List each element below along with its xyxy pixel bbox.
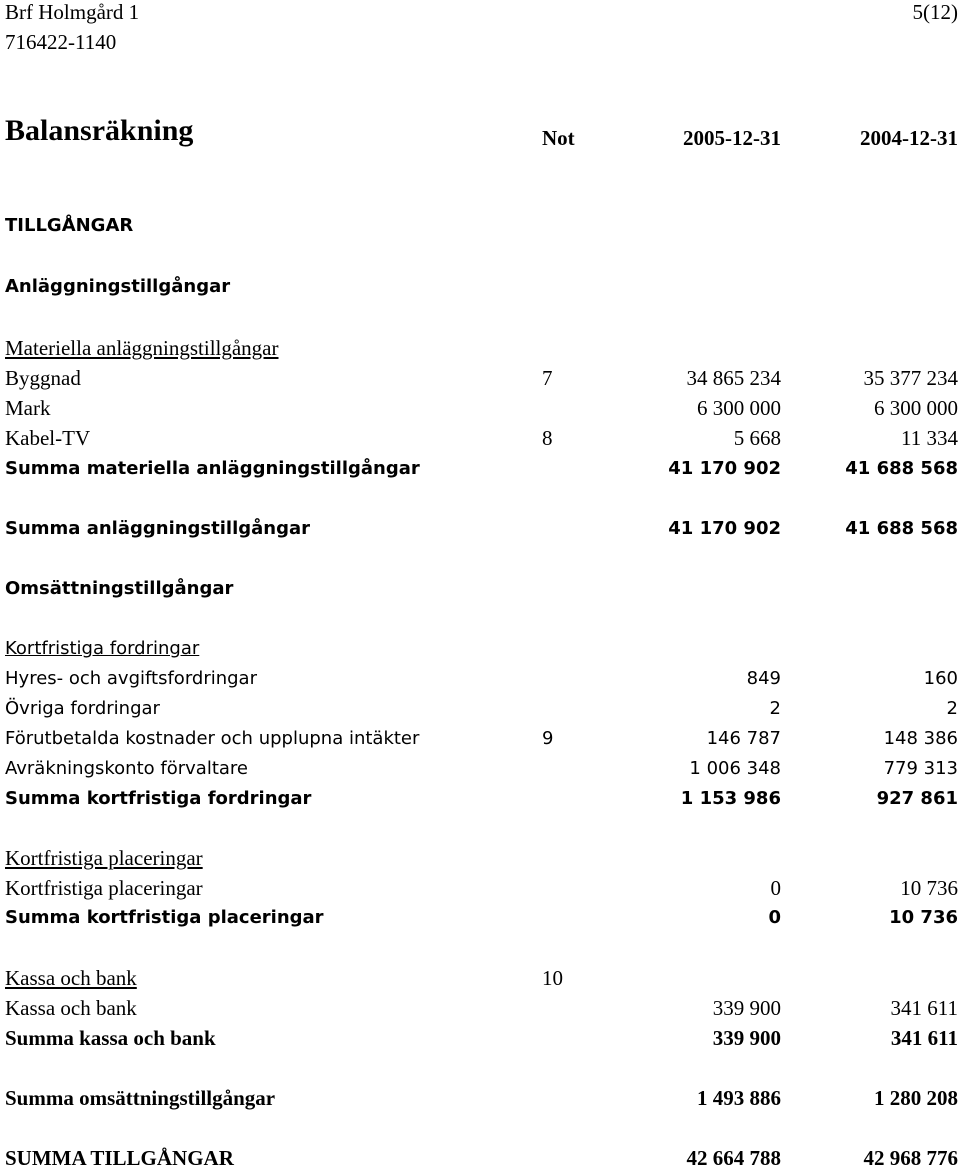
row-note: 9 xyxy=(542,728,554,749)
row-value-2005: 34 865 234 xyxy=(686,366,781,390)
row-value-2004: 10 736 xyxy=(900,876,958,900)
org-number: 716422-1140 xyxy=(5,30,117,54)
row-value-2005: 339 900 xyxy=(712,996,781,1020)
table-row xyxy=(0,424,960,452)
row-value-2004: 11 334 xyxy=(901,426,958,450)
row-value-2005: 1 153 986 xyxy=(680,788,781,809)
column-header-2004: 2004-12-31 xyxy=(860,126,958,150)
row-value-2005: 146 787 xyxy=(706,728,781,749)
row-value-2005: 1 493 886 xyxy=(697,1086,781,1110)
row-value-2004: 41 688 568 xyxy=(845,518,958,539)
table-row xyxy=(0,212,960,240)
row-value-2004: 779 313 xyxy=(883,758,958,779)
row-value-2004: 35 377 234 xyxy=(863,366,958,390)
row-label: Förutbetalda kostnader och upplupna intäkter xyxy=(5,728,420,749)
row-value-2005: 1 006 348 xyxy=(689,758,781,779)
table-row xyxy=(0,455,960,483)
row-label: Omsättningstillgångar xyxy=(5,578,234,599)
table-row xyxy=(0,844,960,872)
row-label: Mark xyxy=(5,396,51,420)
row-value-2005: 339 900 xyxy=(712,1026,781,1050)
row-label: Summa kortfristiga fordringar xyxy=(5,788,312,809)
row-value-2005: 6 300 000 xyxy=(697,396,781,420)
row-label: SUMMA TILLGÅNGAR xyxy=(5,1146,234,1170)
section-heading: Kortfristiga placeringar xyxy=(5,846,203,870)
row-value-2005: 5 668 xyxy=(733,426,781,450)
table-row xyxy=(0,1144,960,1172)
row-label: Hyres- och avgiftsfordringar xyxy=(5,668,257,689)
row-value-2004: 927 861 xyxy=(876,788,958,809)
row-value-2004: 41 688 568 xyxy=(845,458,958,479)
row-value-2005: 849 xyxy=(746,668,781,689)
column-header-not: Not xyxy=(542,126,575,150)
row-value-2005: 0 xyxy=(770,876,781,900)
section-heading: Kortfristiga fordringar xyxy=(5,638,200,659)
row-label: Summa kortfristiga placeringar xyxy=(5,907,324,928)
row-value-2004: 148 386 xyxy=(883,728,958,749)
row-label: Avräkningskonto förvaltare xyxy=(5,758,248,779)
section-heading: Materiella anläggningstillgångar xyxy=(5,336,279,360)
row-value-2004: 160 xyxy=(923,668,958,689)
row-label: Summa kassa och bank xyxy=(5,1026,216,1050)
table-row xyxy=(0,994,960,1022)
row-value-2004: 341 611 xyxy=(890,996,958,1020)
table-row xyxy=(0,964,960,992)
row-label: Summa anläggningstillgångar xyxy=(5,518,311,539)
row-label: Byggnad xyxy=(5,366,81,390)
table-row xyxy=(0,635,960,663)
row-label: Kortfristiga placeringar xyxy=(5,876,203,900)
row-label: Kabel-TV xyxy=(5,426,91,450)
row-value-2004: 341 611 xyxy=(890,1026,958,1050)
page-title: Balansräkning xyxy=(5,114,194,147)
row-value-2004: 6 300 000 xyxy=(874,396,958,420)
row-label: Kassa och bank xyxy=(5,996,137,1020)
row-value-2005: 41 170 902 xyxy=(668,458,781,479)
row-value-2005: 42 664 788 xyxy=(686,1146,781,1170)
page-number: 5(12) xyxy=(912,0,958,24)
row-label: Anläggningstillgångar xyxy=(5,276,231,297)
table-row xyxy=(0,515,960,543)
table-row xyxy=(0,394,960,422)
table-row xyxy=(0,575,960,603)
row-note: 10 xyxy=(542,966,563,990)
row-label: TILLGÅNGAR xyxy=(5,215,134,236)
table-row xyxy=(0,725,960,753)
row-value-2004: 2 xyxy=(946,698,958,719)
table-row xyxy=(0,665,960,693)
table-row xyxy=(0,695,960,723)
column-header-2005: 2005-12-31 xyxy=(683,126,781,150)
table-row xyxy=(0,785,960,813)
table-row xyxy=(0,874,960,902)
table-row xyxy=(0,364,960,392)
company-name: Brf Holmgård 1 xyxy=(5,0,140,24)
table-row xyxy=(0,755,960,783)
row-note: 8 xyxy=(542,426,553,450)
table-row xyxy=(0,1024,960,1052)
table-row xyxy=(0,334,960,362)
row-value-2004: 1 280 208 xyxy=(874,1086,958,1110)
row-value-2004: 10 736 xyxy=(889,907,958,928)
row-label: Summa omsättningstillgångar xyxy=(5,1086,276,1110)
section-heading: Kassa och bank xyxy=(5,966,137,990)
row-value-2004: 42 968 776 xyxy=(863,1146,958,1170)
row-value-2005: 0 xyxy=(768,907,781,928)
row-label: Summa materiella anläggningstillgångar xyxy=(5,458,420,479)
table-row xyxy=(0,904,960,932)
row-value-2005: 41 170 902 xyxy=(668,518,781,539)
row-label: Övriga fordringar xyxy=(5,698,160,719)
row-note: 7 xyxy=(542,366,553,390)
table-row xyxy=(0,1084,960,1112)
table-row xyxy=(0,273,960,301)
row-value-2005: 2 xyxy=(769,698,781,719)
